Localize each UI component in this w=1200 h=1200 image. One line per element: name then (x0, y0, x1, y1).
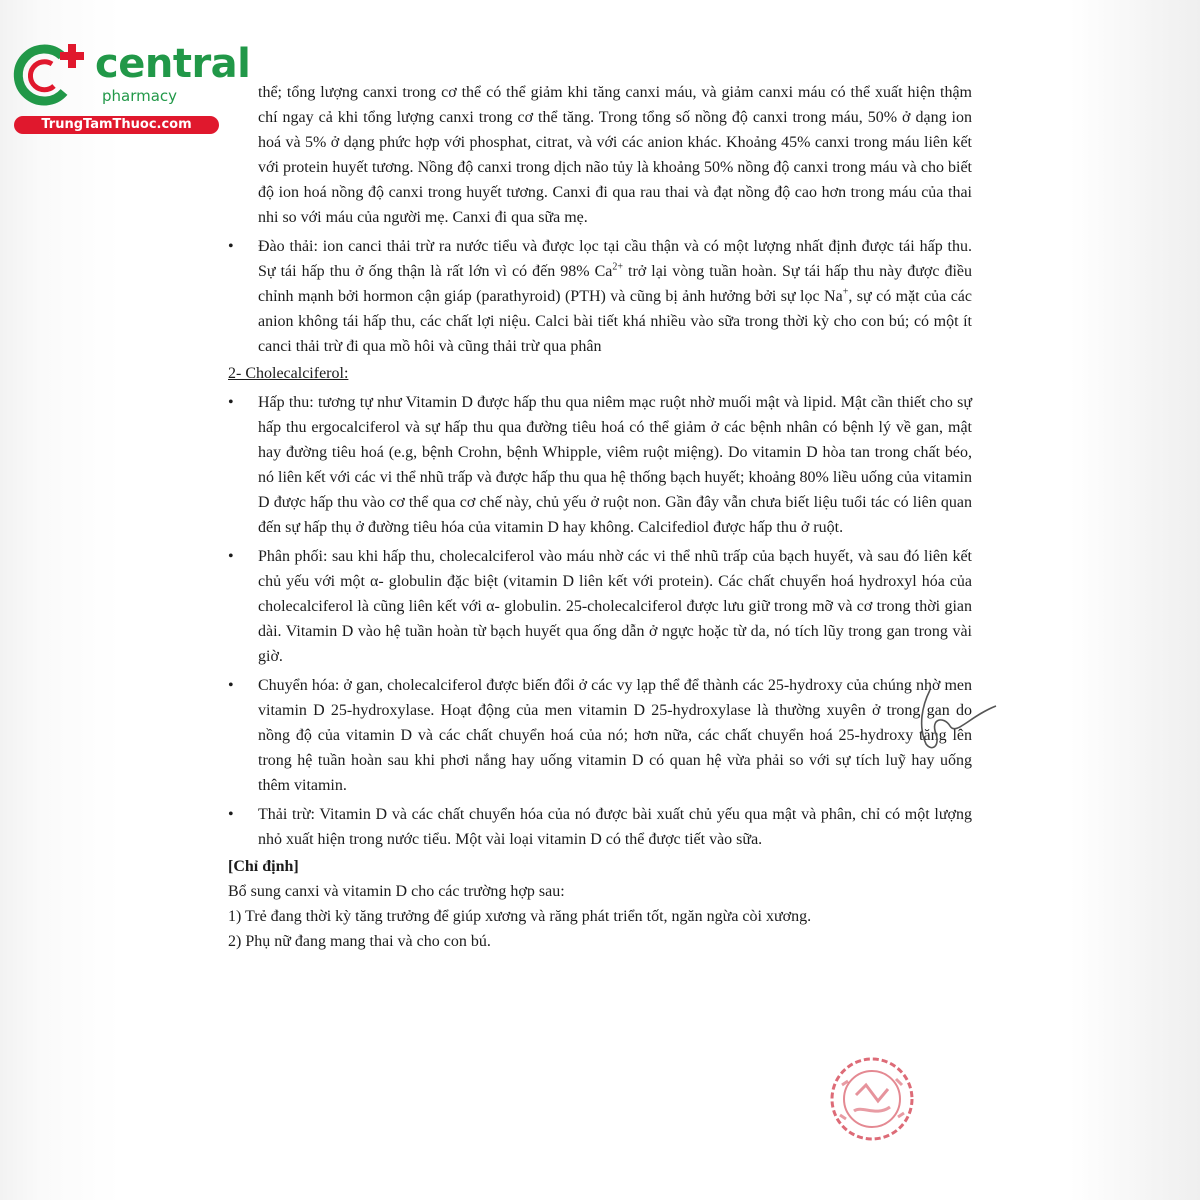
elimination-text-1: Đào thải: ion canci thải trừ ra nước tiểu và được lọc tại cầu thận và có một lượng nhất định được tái hấp thu. Sự tái hấp thu ở ống thận là rất lớn vì có đến 98% Ca (258, 238, 972, 280)
excretion-bullet (228, 802, 972, 852)
logo-website[interactable]: TrungTamThuoc.com (14, 116, 219, 134)
distribution-text: Phân phối: sau khi hấp thu, cholecalciferol vào máu nhờ các vi thể nhũ trấp của bạch huyết, và sau đó liên kết chủ yếu với một α- globulin đặc biệt (vitamin D liên kết với protein). Các chất chuyển hoá hydroxyl hóa của cholecalciferol là cũng liên kết với α- globulin. 25-cholecalciferol được lưu giữ trong mỡ và cơ trong thời gian dài. Vitamin D vào hệ tuần hoàn từ bạch huyết qua ống dẫn ở ngực hoặc từ da, nó tích lũy trong gan trong vài giờ. (258, 548, 972, 665)
indication-item-2: 2) Phụ nữ đang mang thai và cho con bú. (228, 933, 491, 950)
elimination-sup-1: 2+ (612, 261, 623, 273)
elimination-text-3: , sự có mặt của các anion không tái hấp thu, các chất lợi niệu. Calci bài tiết khá nhiều vào sữa trong thời kỳ cho con bú; có một ít canci thải trừ đi qua mồ hôi và cũng thải trừ qua phân (258, 288, 973, 355)
bullet-icon: • (228, 548, 234, 565)
metabolism-bullet (228, 673, 972, 798)
absorption-bullet (228, 390, 972, 540)
indication-intro: Bổ sung canxi và vitamin D cho các trường hợp sau: (228, 883, 565, 900)
logo-name: central (95, 41, 251, 87)
elimination-text-2: trở lại vòng tuần hoàn. Sự tái hấp thu này được điều chỉnh mạnh bởi hormon cận giáp (parathyroid) (PTH) và cũng bị ảnh hưởng bởi sự lọc Na (258, 263, 972, 305)
logo-subtitle: pharmacy (102, 87, 178, 105)
bullet-icon: • (228, 677, 234, 694)
excretion-text: Thải trừ: Vitamin D và các chất chuyển hóa của nó được bài xuất chủ yếu qua mật và phân, chỉ có một lượng nhỏ xuất hiện trong nước tiểu. Một vài loại vitamin D có thể được tiết vào sữa. (258, 806, 972, 848)
official-stamp-icon (826, 1055, 918, 1143)
calcium-elimination-bullet (228, 234, 972, 359)
section-title-cholecalciferol: 2- Cholecalciferol: (228, 365, 349, 382)
absorption-text: Hấp thu: tương tự như Vitamin D được hấp thu qua niêm mạc ruột nhờ muối mật và lipid. Mật cần thiết cho sự hấp thu ergocalciferol và sự hấp thu qua đường tiêu hoá có thể giảm ở các bệnh nhân có bệnh lý về gan, mật hay đường tiêu hoá (e.g, bệnh Crohn, bệnh Whipple, viêm ruột miệng). Do vitamin D hòa tan trong chất béo, nó liên kết với các vi thể nhũ trấp và được hấp thu qua hệ thống bạch huyết; khoảng 80% liều uống của vitamin D được hấp thu vào cơ thể qua cơ chế này, chủ yếu ở ruột non. Gần đây vẫn chưa biết liệu tuổi tác có liên quan đến sự hấp thụ ở đường tiêu hóa của vitamin D hay không. Calcifediol được hấp thu ở ruột. (258, 394, 972, 536)
indication-heading: [Chỉ định] (228, 858, 299, 875)
signature-squiggle-icon (900, 686, 1000, 756)
elimination-sup-2: + (842, 286, 849, 298)
central-pharmacy-logo[interactable] (10, 38, 251, 138)
pharmacy-cross-icon (10, 40, 90, 110)
indication-item-1: 1) Trẻ đang thời kỳ tăng trưởng để giúp xương và răng phát triển tốt, ngăn ngừa còi xương. (228, 908, 812, 925)
bullet-icon: • (228, 806, 234, 823)
metabolism-text: Chuyển hóa: ở gan, cholecalciferol được biến đổi ở các vy lạp thể để thành các 25-hydroxy của chúng nhờ men vitamin D 25-hydroxylase. Hoạt động của men vitamin D 25-hydroxylase là thường xuyên ở trong gan do nồng độ của vitamin D và các chất chuyển hoá của nó; hơn nữa, các chất chuyển hoá 25-hydroxy tăng lên trong hệ tuần hoàn sau khi phơi nắng hay uống vitamin D có quan hệ vừa phải so với sự tích luỹ hay uống thêm vitamin. (258, 677, 972, 794)
calcium-distribution-paragraph: thể; tổng lượng canxi trong cơ thể có thể giảm khi tăng canxi máu, và giảm canxi máu có thể xuất hiện thậm chí ngay cả khi tổng lượng canxi trong cơ thể tăng. Trong tổng số nồng độ canxi trong máu, 50% ở dạng ion hoá và 5% ở dạng phức hợp với phosphat, citrat, và với các anion khác. Khoảng 45% canxi trong máu liên kết với protein huyết tương. Nồng độ canxi trong dịch não tủy là khoảng 50% nồng độ canxi trong máu và cho biết độ ion hoá nồng độ canxi trong huyết tương. Canxi đi qua rau thai và đạt nồng độ cao hơn trong máu của thai nhi so với máu của người mẹ. Canxi đi qua sữa mẹ. (258, 84, 972, 226)
bullet-icon: • (228, 394, 234, 411)
document-body (228, 80, 972, 954)
distribution-bullet (228, 544, 972, 669)
bullet-icon: • (228, 238, 234, 255)
